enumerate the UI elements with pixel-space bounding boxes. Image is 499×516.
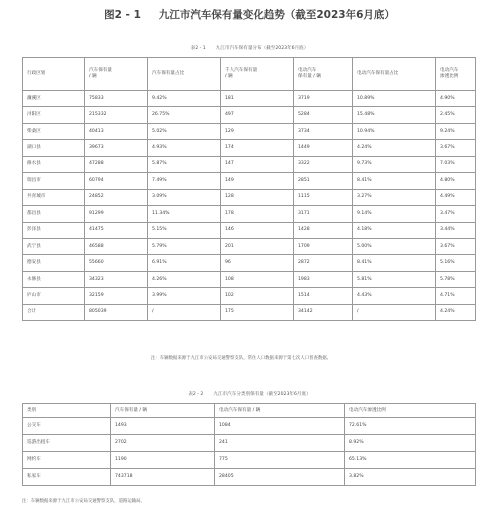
table-cell: 175 bbox=[221, 304, 294, 320]
column-header bbox=[294, 58, 353, 91]
table-cell: 私家车 bbox=[23, 469, 111, 486]
table-cell: 3.09% bbox=[148, 189, 221, 205]
column-header bbox=[221, 58, 294, 91]
header-row bbox=[23, 404, 476, 418]
table-row bbox=[23, 156, 476, 172]
table-row bbox=[23, 271, 476, 287]
table-cell: 174 bbox=[221, 140, 294, 156]
column-header-text: 行政区划 bbox=[27, 71, 46, 76]
column-header bbox=[353, 58, 436, 91]
table-cell: 5.16% bbox=[436, 255, 476, 271]
table-row bbox=[23, 140, 476, 156]
table-cell: 4.43% bbox=[353, 288, 436, 304]
table-cell: 3.67% bbox=[436, 140, 476, 156]
header-row bbox=[23, 58, 476, 91]
table-cell: 修水县 bbox=[23, 156, 85, 172]
table-cell: 10.89% bbox=[353, 91, 436, 107]
table-cell: 5.02% bbox=[148, 123, 221, 139]
column-header-text: 电动汽车 bbox=[298, 68, 317, 73]
table-cell: 181 bbox=[221, 91, 294, 107]
table-cell: 129 bbox=[221, 123, 294, 139]
column-header-text: / 辆 bbox=[225, 74, 233, 79]
table-cell: 2851 bbox=[294, 173, 353, 189]
table-cell: 8.41% bbox=[353, 173, 436, 189]
table-cell: 8.92% bbox=[345, 435, 476, 452]
table-row bbox=[23, 206, 476, 222]
table-cell: 102 bbox=[221, 288, 294, 304]
table-cell: 湖口县 bbox=[23, 140, 85, 156]
table-cell: 108 bbox=[221, 271, 294, 287]
table-cell: 2872 bbox=[294, 255, 353, 271]
table-cell: 4.24% bbox=[353, 140, 436, 156]
table-cell: 濂溪区 bbox=[23, 91, 85, 107]
vehicle-category-table bbox=[22, 403, 476, 486]
table-cell: 41475 bbox=[85, 222, 148, 238]
table-cell: 24852 bbox=[85, 189, 148, 205]
table-cell: 武宁县 bbox=[23, 238, 85, 254]
column-header-text: 保有量 / 辆 bbox=[298, 74, 321, 79]
table2-note: 注：车辆数据来源于九江市公安局交通警察支队，道路运输局。 bbox=[22, 499, 145, 504]
table-cell: 1983 bbox=[294, 271, 353, 287]
column-header-text: 千人汽车保有量 bbox=[225, 68, 258, 73]
table-cell: 9.42% bbox=[148, 91, 221, 107]
table-cell: 7.03% bbox=[436, 156, 476, 172]
table-cell: 瑞昌市 bbox=[23, 173, 85, 189]
table-cell: 3.67% bbox=[436, 238, 476, 254]
table-cell: / bbox=[353, 304, 436, 320]
table-cell: 201 bbox=[221, 238, 294, 254]
table-cell: 4.93% bbox=[148, 140, 221, 156]
column-header-text: 渗透比例 bbox=[440, 74, 459, 79]
table-cell: 3.44% bbox=[436, 222, 476, 238]
table-cell: 39673 bbox=[85, 140, 148, 156]
table-cell: 65.13% bbox=[345, 452, 476, 469]
table-cell: 庐山市 bbox=[23, 288, 85, 304]
table1-caption-number: 表2 - 1 bbox=[190, 46, 206, 51]
table-cell: 743718 bbox=[111, 469, 215, 486]
table-cell: 5.81% bbox=[353, 271, 436, 287]
table-cell: 805039 bbox=[85, 304, 148, 320]
table-cell: 3719 bbox=[294, 91, 353, 107]
table-cell: 60794 bbox=[85, 173, 148, 189]
table-cell: 75833 bbox=[85, 91, 148, 107]
table-cell: 都昌县 bbox=[23, 206, 85, 222]
column-header-text: 电动汽车 bbox=[440, 68, 459, 73]
table-row bbox=[23, 238, 476, 254]
table-cell: 497 bbox=[221, 107, 294, 123]
table-cell: 4.80% bbox=[436, 173, 476, 189]
table-cell: 巡游出租车 bbox=[23, 435, 111, 452]
table-cell: 32159 bbox=[85, 288, 148, 304]
table2-caption bbox=[0, 391, 499, 397]
figure-title: 九江市汽车保有量变化趋势（截至2023年6月底） bbox=[158, 9, 395, 21]
column-header-text: 汽车保有量 bbox=[89, 68, 112, 73]
table-cell: 1449 bbox=[294, 140, 353, 156]
table-cell: 1493 bbox=[111, 418, 215, 435]
table-cell: 9.14% bbox=[353, 206, 436, 222]
table-cell: 91299 bbox=[85, 206, 148, 222]
table-cell: 5.78% bbox=[436, 271, 476, 287]
table-cell: 149 bbox=[221, 173, 294, 189]
table-cell: 128 bbox=[221, 189, 294, 205]
table-cell: 3.47% bbox=[436, 206, 476, 222]
column-header: 汽车保有量 / 辆 bbox=[111, 404, 215, 418]
table-cell: 4.26% bbox=[148, 271, 221, 287]
table-cell: 47288 bbox=[85, 156, 148, 172]
column-header: 类别 bbox=[23, 404, 111, 418]
table-cell: 1084 bbox=[215, 418, 345, 435]
table-cell: 永修县 bbox=[23, 271, 85, 287]
table-cell: 3734 bbox=[294, 123, 353, 139]
table-cell: 4.18% bbox=[353, 222, 436, 238]
table2-caption-title: 九江市汽车分类别保有量（截至2023年6月底） bbox=[213, 392, 311, 397]
table-cell: 2702 bbox=[111, 435, 215, 452]
table-cell: 1709 bbox=[294, 238, 353, 254]
table-cell: 28405 bbox=[215, 469, 345, 486]
column-header-text: 汽车保有量占比 bbox=[152, 71, 185, 76]
table-cell: 7.49% bbox=[148, 173, 221, 189]
table-cell: 10.94% bbox=[353, 123, 436, 139]
table-cell: 5.87% bbox=[148, 156, 221, 172]
table-cell: 3322 bbox=[294, 156, 353, 172]
table-cell: 4.24% bbox=[436, 304, 476, 320]
table-cell: 215332 bbox=[85, 107, 148, 123]
table-cell: 4.71% bbox=[436, 288, 476, 304]
table-cell: 146 bbox=[221, 222, 294, 238]
table-cell: 178 bbox=[221, 206, 294, 222]
table1-caption bbox=[0, 45, 499, 51]
table-row bbox=[23, 123, 476, 139]
table-cell: 6.91% bbox=[148, 255, 221, 271]
table-cell: 5.00% bbox=[353, 238, 436, 254]
table-row bbox=[23, 91, 476, 107]
table-row bbox=[23, 452, 476, 469]
table-cell: 40413 bbox=[85, 123, 148, 139]
table-row bbox=[23, 222, 476, 238]
table-cell: 3171 bbox=[294, 206, 353, 222]
table-cell: 1428 bbox=[294, 222, 353, 238]
table-cell: 5.79% bbox=[148, 238, 221, 254]
column-header bbox=[23, 58, 85, 91]
table-cell: 241 bbox=[215, 435, 345, 452]
table-cell: 公交车 bbox=[23, 418, 111, 435]
table-cell: 775 bbox=[215, 452, 345, 469]
table-cell: 9.73% bbox=[353, 156, 436, 172]
table-row bbox=[23, 288, 476, 304]
table-cell: 96 bbox=[221, 255, 294, 271]
table-cell: 浔阳区 bbox=[23, 107, 85, 123]
table-cell: 1190 bbox=[111, 452, 215, 469]
table-row bbox=[23, 255, 476, 271]
table-cell: 2.45% bbox=[436, 107, 476, 123]
table-cell: 德安县 bbox=[23, 255, 85, 271]
table-cell: 1115 bbox=[294, 189, 353, 205]
table-cell: 合计 bbox=[23, 304, 85, 320]
column-header: 电动汽车渗透比例 bbox=[345, 404, 476, 418]
column-header bbox=[85, 58, 148, 91]
table-cell: 3.82% bbox=[345, 469, 476, 486]
table-row bbox=[23, 469, 476, 486]
table-cell: 11.34% bbox=[148, 206, 221, 222]
table-cell: 8.41% bbox=[353, 255, 436, 271]
table-cell: 34323 bbox=[85, 271, 148, 287]
table-cell: 9.24% bbox=[436, 123, 476, 139]
table-cell: / bbox=[148, 304, 221, 320]
table-cell: 5284 bbox=[294, 107, 353, 123]
table-cell: 3.27% bbox=[353, 189, 436, 205]
figure-heading bbox=[0, 7, 499, 22]
table-cell: 3.99% bbox=[148, 288, 221, 304]
table-row bbox=[23, 435, 476, 452]
table-cell: 共青城市 bbox=[23, 189, 85, 205]
table-cell: 1514 bbox=[294, 288, 353, 304]
table-cell: 柴桑区 bbox=[23, 123, 85, 139]
table-cell: 5.15% bbox=[148, 222, 221, 238]
column-header bbox=[148, 58, 221, 91]
table-row bbox=[23, 173, 476, 189]
vehicle-distribution-table bbox=[22, 57, 476, 321]
table-cell: 26.75% bbox=[148, 107, 221, 123]
table-row bbox=[23, 418, 476, 435]
table2-caption-number: 表2 - 2 bbox=[188, 392, 204, 397]
table1-note: 注：车辆数据来源于九江市公安局交通警察支队，常住人口数据来源于第七次人口普查数据。 bbox=[151, 356, 332, 361]
table-cell: 彭泽县 bbox=[23, 222, 85, 238]
table-cell: 4.90% bbox=[436, 91, 476, 107]
table-row bbox=[23, 107, 476, 123]
table-cell: 55660 bbox=[85, 255, 148, 271]
table-cell: 147 bbox=[221, 156, 294, 172]
table-cell: 网约车 bbox=[23, 452, 111, 469]
table-cell: 72.61% bbox=[345, 418, 476, 435]
table-cell: 4.49% bbox=[436, 189, 476, 205]
table-row bbox=[23, 189, 476, 205]
table-row bbox=[23, 304, 476, 320]
column-header-text: 电动汽车保有量占比 bbox=[357, 71, 399, 76]
table1-caption-title: 九江市汽车保有量分布（截至2023年6月底） bbox=[215, 46, 309, 51]
table-cell: 46588 bbox=[85, 238, 148, 254]
table-cell: 15.48% bbox=[353, 107, 436, 123]
column-header-text: / 辆 bbox=[89, 74, 97, 79]
figure-number: 图2 - 1 bbox=[104, 9, 141, 21]
table-cell: 34142 bbox=[294, 304, 353, 320]
column-header: 电动汽车保有量 / 辆 bbox=[215, 404, 345, 418]
column-header bbox=[436, 58, 476, 91]
